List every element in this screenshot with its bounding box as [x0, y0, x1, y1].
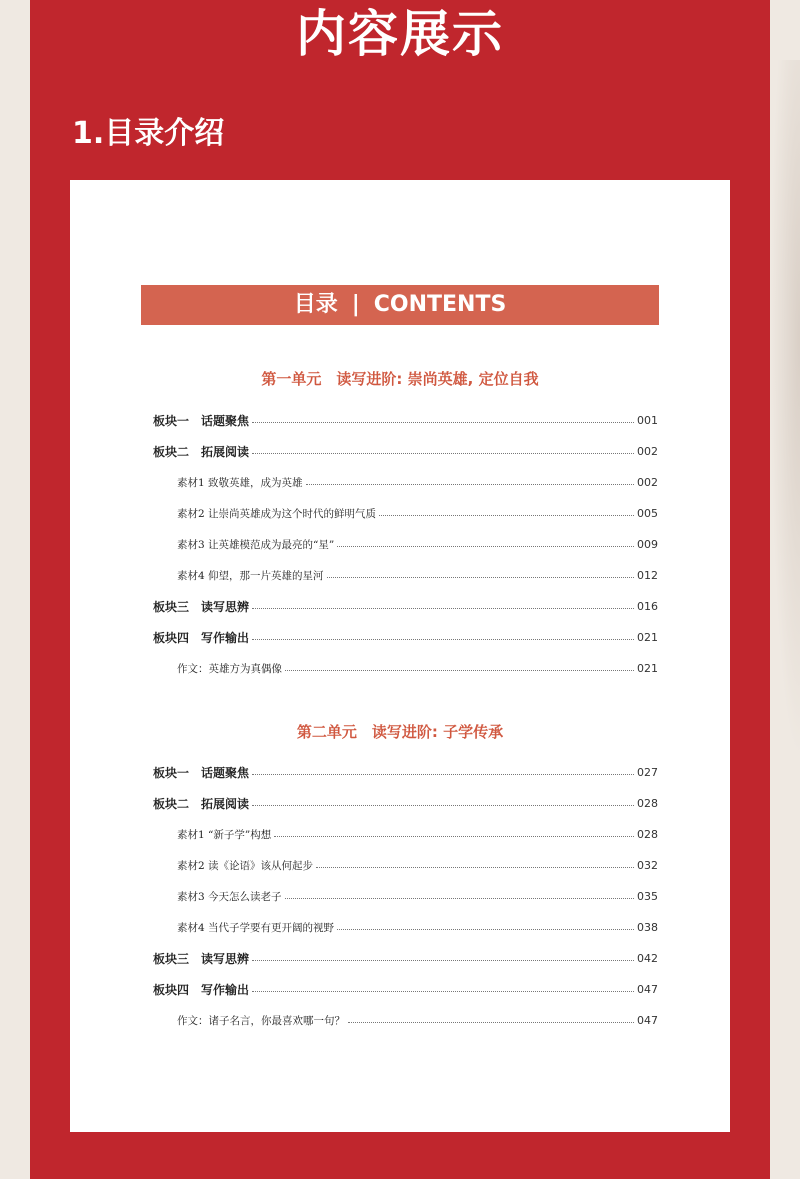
page-title: 内容展示: [296, 4, 504, 63]
dot-leader: [327, 576, 634, 578]
toc-entry-label: 作文：诸子名言，你最喜欢哪一句？: [177, 1014, 345, 1027]
toc-entry-label: 素材3 今天怎么读老子: [177, 890, 282, 903]
toc-banner: [141, 285, 659, 325]
unit-title: 第一单元 读写进阶: 崇尚英雄, 定位自我: [261, 370, 539, 388]
toc-entry[interactable]: [153, 441, 658, 461]
toc-entry-label: 板块一 话题聚焦: [153, 413, 250, 428]
dot-leader: [337, 928, 634, 930]
unit-title: 第二单元 读写进阶: 子学传承: [296, 723, 504, 741]
toc-entry[interactable]: [153, 627, 658, 647]
toc-entry-page: 002: [637, 475, 658, 489]
toc-entry-page: 016: [637, 599, 658, 613]
toc-entry[interactable]: [153, 596, 658, 616]
dot-leader: [306, 483, 634, 485]
toc-entry-label: 板块三 读写思辨: [153, 599, 250, 614]
dot-leader: [337, 545, 634, 547]
toc-entry-label: 板块二 拓展阅读: [153, 444, 250, 459]
dot-leader: [285, 669, 634, 671]
toc-entry-label: 作文：英雄方为真偶像: [177, 662, 282, 675]
toc-entry-page: 032: [637, 858, 658, 872]
toc-entry-page: 002: [637, 444, 658, 458]
dot-leader: [274, 835, 634, 837]
dot-leader: [379, 514, 634, 516]
toc-page: [70, 180, 730, 1132]
toc-entry-page: 001: [637, 413, 658, 427]
toc-entry[interactable]: [177, 886, 658, 906]
dot-leader: [252, 804, 634, 806]
toc-entry[interactable]: [177, 917, 658, 937]
toc-entry-label: 素材4 仰望，那一片英雄的星河: [177, 569, 324, 582]
toc-entry-label: 素材4 当代子学要有更开阔的视野: [177, 921, 335, 934]
toc-entry[interactable]: [177, 658, 658, 678]
toc-entry-label: 素材2 读《论语》该从何起步: [177, 859, 314, 872]
toc-entry-page: 012: [637, 568, 658, 582]
dot-leader: [252, 638, 634, 640]
toc-entry[interactable]: [177, 855, 658, 875]
toc-entry-label: 板块三 读写思辨: [153, 951, 250, 966]
toc-entry-page: 021: [637, 661, 658, 675]
dot-leader: [252, 773, 634, 775]
toc-entry[interactable]: [177, 824, 658, 844]
dot-leader: [316, 866, 634, 868]
dot-leader: [252, 607, 634, 609]
toc-entry[interactable]: [153, 410, 658, 430]
toc-entry-label: 板块四 写作输出: [153, 630, 250, 645]
toc-entry-page: 028: [637, 827, 658, 841]
toc-entry-page: 038: [637, 920, 658, 934]
toc-entry-page: 021: [637, 630, 658, 644]
toc-banner-cn: 目录: [293, 292, 338, 317]
toc-entry-page: 035: [637, 889, 658, 903]
toc-entry-page: 047: [637, 982, 658, 996]
dot-leader: [252, 959, 634, 961]
toc-entry[interactable]: [153, 948, 658, 968]
toc-entry-label: 素材2 让崇尚英雄成为这个时代的鲜明气质: [177, 507, 377, 520]
dot-leader: [252, 452, 634, 454]
toc-entry-page: 027: [637, 765, 658, 779]
toc-entry-label: 板块一 话题聚焦: [153, 765, 250, 780]
toc-entry[interactable]: [153, 979, 658, 999]
toc-entry-page: 042: [637, 951, 658, 965]
dot-leader: [252, 421, 634, 423]
toc-entry[interactable]: [177, 472, 658, 492]
background-decoration: [770, 60, 800, 760]
toc-entry[interactable]: [177, 534, 658, 554]
toc-entry[interactable]: [153, 762, 658, 782]
dot-leader: [348, 1021, 634, 1023]
toc-entry[interactable]: [153, 793, 658, 813]
toc-entry[interactable]: [177, 503, 658, 523]
section-heading: 1.目录介绍: [72, 116, 225, 151]
toc-entry-page: 028: [637, 796, 658, 810]
toc-entry-label: 素材1 “新子学”构想: [177, 828, 272, 841]
toc-entry-page: 009: [637, 537, 658, 551]
toc-entry-label: 板块四 写作输出: [153, 982, 250, 997]
toc-entry-label: 板块二 拓展阅读: [153, 796, 250, 811]
toc-banner-separator: |: [351, 292, 360, 317]
toc-entry[interactable]: [177, 565, 658, 585]
toc-entry-label: 素材1 致敬英雄，成为英雄: [177, 476, 303, 489]
dot-leader: [285, 897, 634, 899]
toc-entry-page: 005: [637, 506, 658, 520]
toc-banner-en: CONTENTS: [373, 292, 507, 317]
dot-leader: [252, 990, 634, 992]
toc-entry-page: 047: [637, 1013, 658, 1027]
toc-entry-label: 素材3 让英雄模范成为最亮的“星”: [177, 538, 335, 551]
toc-entry[interactable]: [177, 1010, 658, 1030]
